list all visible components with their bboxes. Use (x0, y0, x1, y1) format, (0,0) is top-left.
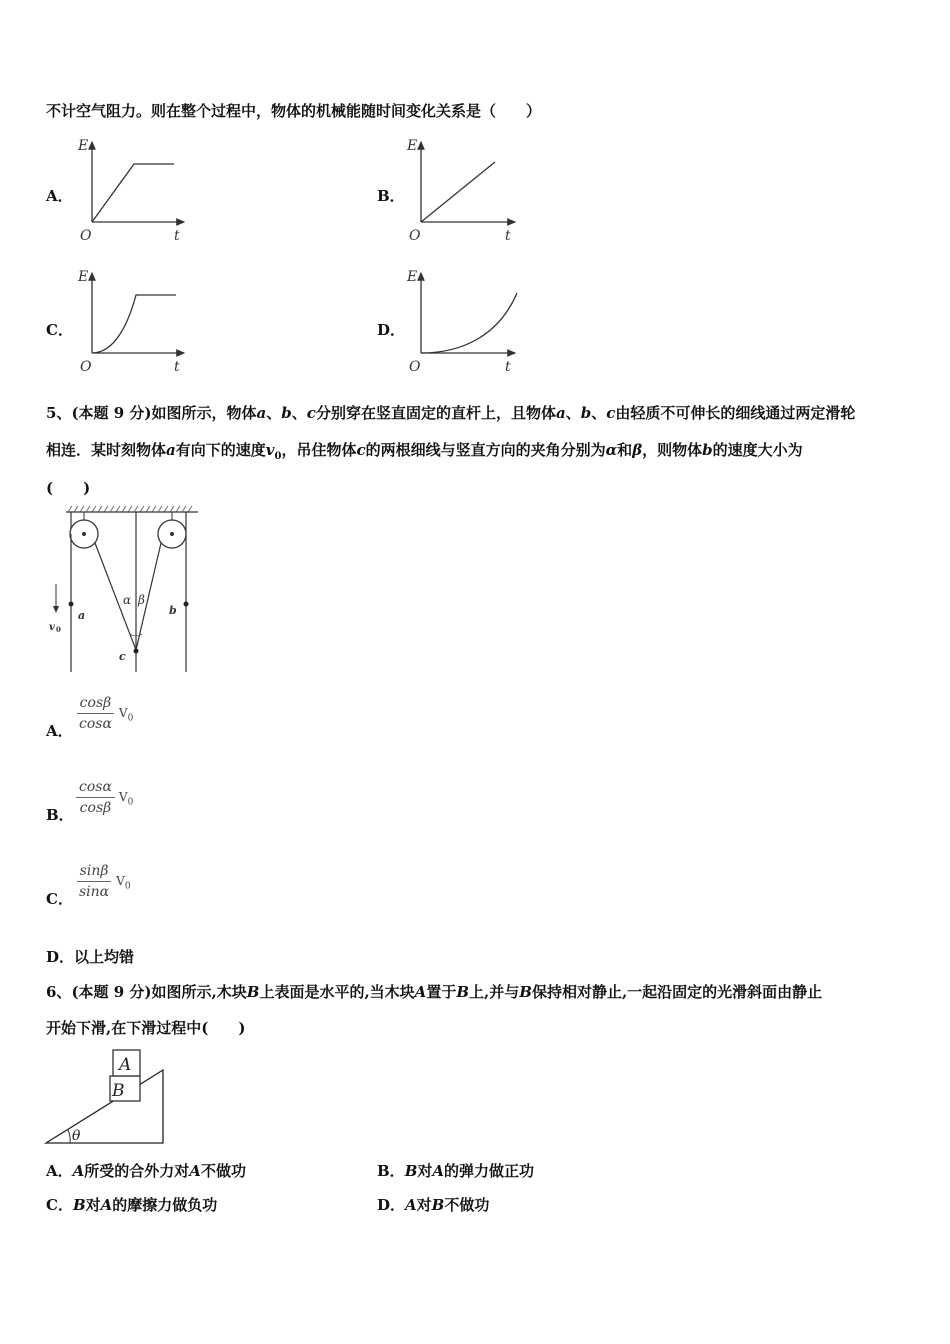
q4-option-b-graph (403, 134, 528, 246)
q5-fig-label-alpha: α (123, 593, 132, 607)
q5-fig-label-beta: β (138, 593, 145, 607)
q4a-x-label: t (174, 228, 180, 244)
q5-fig-label-b: b (169, 604, 177, 617)
q5-option-c-formula: $\frac{\sin\beta}{\sin\alpha}$ $V_0$ (76, 863, 131, 900)
q5-fig-v0: v (49, 622, 55, 633)
q4-option-c-graph (74, 265, 194, 377)
q5-fig-label-a: a (78, 609, 86, 622)
q5-pulley-figure (44, 502, 204, 677)
q4d-y-label: E (407, 269, 418, 285)
q6-fig-label-B: B (112, 1081, 125, 1101)
q6-stem-line2: 开始下滑,在下滑过程中( ) (46, 1019, 246, 1037)
q6-option-a[interactable]: A．A所受的合外力对A不做功 (46, 1162, 246, 1180)
q4b-y-label: E (407, 138, 418, 154)
q5-fig-label-c: c (119, 650, 126, 663)
q4-option-c-label[interactable]: C． (46, 321, 73, 339)
q4-option-d-graph (403, 265, 528, 377)
q6-option-d[interactable]: D．A对B不做功 (377, 1196, 490, 1214)
q6-fig-label-theta: θ (72, 1128, 81, 1144)
q4c-origin-label: O (80, 359, 92, 375)
q6-option-b[interactable]: B．B对A的弹力做正功 (377, 1162, 535, 1180)
q4a-origin-label: O (80, 228, 92, 244)
q5-option-d[interactable]: D．以上均错 (46, 948, 135, 966)
q5-option-c-label[interactable]: C． (46, 890, 73, 908)
q6-stem-line1: 6、(本题 9 分)如图所示,木块B上表面是水平的,当木块A置于B上,并与B保持相对静止,一起沿固定的光滑斜面由静止 (46, 983, 823, 1001)
q5-fig-v0-sub: 0 (56, 625, 61, 634)
q4-option-a-label[interactable]: A． (46, 187, 73, 205)
q4c-x-label: t (174, 359, 180, 375)
q5-stem-line3: ( ) (46, 479, 91, 497)
q5-stem-line1: 5、(本题 9 分)如图所示，物体a、b、c分别穿在竖直固定的直杆上，且物体a、b、c由轻质不可伸长的细线通过两定滑轮 (46, 404, 856, 422)
q4c-y-label: E (78, 269, 89, 285)
q6-fig-label-A: A (119, 1055, 132, 1075)
q6-option-c[interactable]: C．B对A的摩擦力做负功 (46, 1196, 218, 1214)
q4-option-d-label[interactable]: D． (377, 321, 406, 339)
q4-stem: 不计空气阻力。则在整个过程中，物体的机械能随时间变化关系是（ ） (46, 102, 542, 120)
q6-incline-figure (44, 1046, 169, 1150)
q4d-x-label: t (505, 359, 511, 375)
q5-option-b-formula: $\frac{\cos\alpha}{\cos\beta}$ $V_0$ (76, 779, 133, 816)
q5-option-b-label[interactable]: B． (46, 806, 74, 824)
q4b-origin-label: O (409, 228, 421, 244)
q5-option-a-label[interactable]: A． (46, 722, 73, 740)
q5-stem-line2: 相连．某时刻物体a有向下的速度$v_0$，吊住物体c的两根细线与竖直方向的夹角分别为α和β，则物体b的速度大小为 (46, 441, 803, 462)
q5-option-a-formula: $\frac{\cos\beta}{\cos\alpha}$ $V_0$ (76, 695, 133, 732)
q4b-x-label: t (505, 228, 511, 244)
q4a-y-label: E (78, 138, 89, 154)
q4d-origin-label: O (409, 359, 421, 375)
q4-option-a-graph (74, 134, 194, 246)
q4-option-b-label[interactable]: B． (377, 187, 405, 205)
